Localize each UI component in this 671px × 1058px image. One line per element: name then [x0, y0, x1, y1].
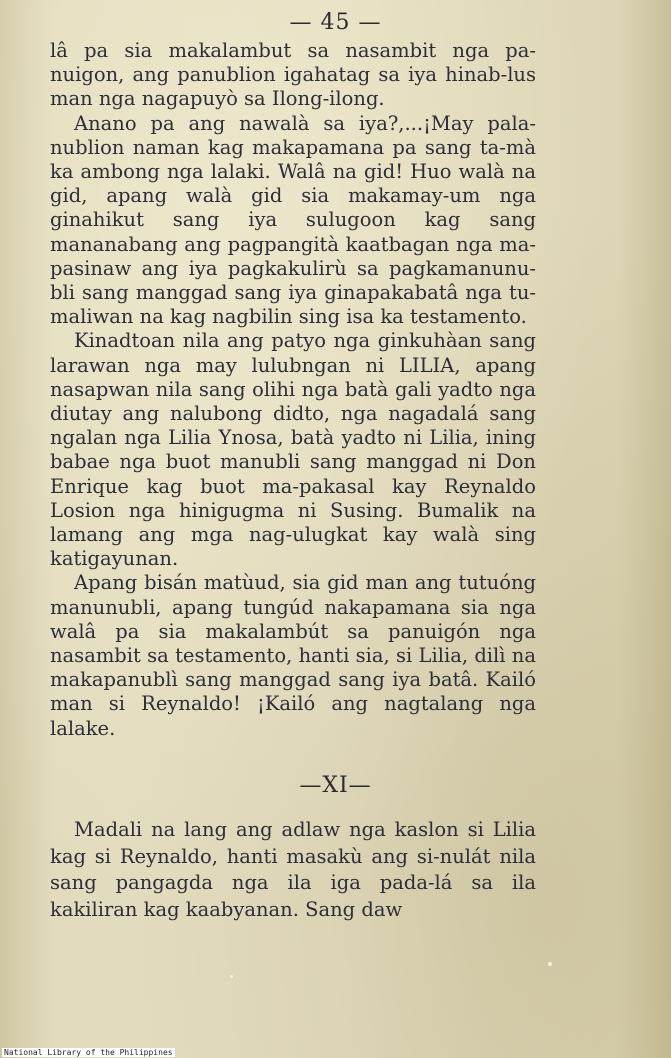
paragraph: Anano pa ang nawalà sa iya?,...¡May pala-nublion naman kag makapamana pa sang ta-mà ka ambong nga lalaki. Walâ na gid! Huo walà na gid, apang walà gid sia makamay-um nga ginahikut sang iya sulugoon kag sang mananabang ang pagpangità kaatbagan nga ma-pasinaw ang iya pagkakulirù sa pagkamanunu-bli sang manggad sang iya ginapakabatâ nga tu-maliwan na kag nagbilin sing isa ka testamento. [50, 111, 536, 329]
paragraph: Kinadtoan nila ang patyo nga ginkuhàan sang larawan nga may lulubngan ni LILIA, apang nasapwan nila sang olihi nga batà gali yadto nga diutay ang nalubong didto, nga nagadalá sang ngalan nga Lilia Ynosa, batà yadto ni Lilia, ining babae nga buot manubli sang manggad ni Don Enrique kag buot ma-pakasal kay Reynaldo Losion nga hinigugma ni Susing. Bumalik na lamang ang mga nag-ulugkat kay walà sing katigayunan. [50, 329, 536, 571]
page-number: — 45 — [289, 10, 382, 35]
chapter-heading: —XI— [299, 773, 372, 798]
paragraph: lâ pa sia makalambut sa nasambit nga pa-nuigon, ang panublion igahatag sa iya hinab-lus man nga nagapuyò sa Ilong-ilong. [50, 39, 536, 111]
paper-speck [230, 975, 233, 978]
footer-credit: National Library of the Philippines [4, 1048, 173, 1057]
paragraph: Madali na lang ang adlaw nga kaslon si Lilia kag si Reynaldo, hanti masakù ang si-nulát nila sang pangagda nga ila iga pada-lá sa ila kakiliran kag kaabyanan. Sang daw [50, 818, 536, 921]
paragraph: Apang bisán matùud, sia gid man ang tutuóng manunubli, apang tungúd nakapamana sia nga walâ pa sia makalambút sa panuigón nga nasambit sa testamento, hanti sia, si Lilia, dilì na makapanublì sang manggad sang iya batâ. Kailó man si Reynaldo! ¡Kailó ang nagtalang nga lalake. [50, 571, 536, 740]
chapter-body-text [50, 817, 536, 923]
paper-speck [548, 962, 552, 966]
body-text [50, 39, 536, 741]
